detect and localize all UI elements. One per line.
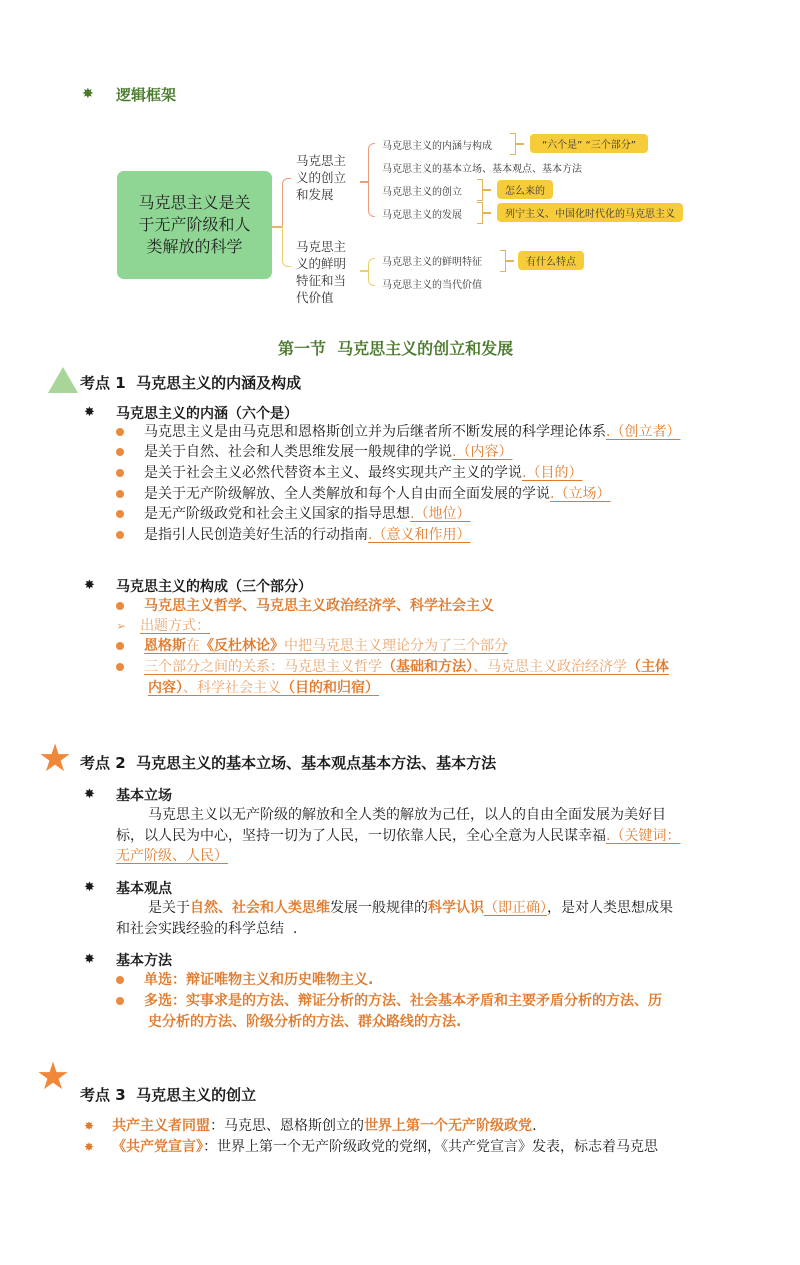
kaodian-3-title: 考点 3 马克思主义的创立 — [80, 1086, 257, 1104]
mindmap-leaf: 马克思主义的创立 — [382, 187, 462, 198]
bracket — [368, 143, 375, 217]
goucheng-heading: 马克思主义的构成（三个部分） — [116, 579, 312, 595]
star-bullet-icon: ✸ — [84, 787, 95, 802]
framework-heading: 逻辑框架 — [116, 86, 177, 104]
triangle-icon — [48, 367, 78, 393]
list-item: ✸ 《共产党宣言》：世界上第一个无产阶级政党的党纲，《共产党宣言》发表，标志着马克思 — [84, 1139, 659, 1155]
connector — [360, 270, 368, 272]
list-item: 单选：辩证唯物主义和历史唯物主义. — [116, 970, 373, 990]
dot-bullet-icon — [116, 490, 124, 498]
dot-bullet-icon — [116, 642, 124, 650]
mindmap-leaf: 马克思主义的鲜明特征 — [382, 257, 482, 268]
kaodian-1-title: 考点 1 马克思主义的内涵及构成 — [80, 374, 302, 392]
section-title: 第一节 马克思主义的创立和发展 — [278, 339, 514, 358]
lichang-heading: 基本立场 — [116, 788, 172, 804]
list-item-continued: 内容）、科学社会主义（目的和归宿） — [148, 680, 379, 696]
star-bullet-icon: ✸ — [84, 1140, 95, 1154]
bracket — [282, 178, 291, 227]
mindmap-root: 马克思主义是关于无产阶级和人类解放的科学 — [117, 171, 272, 279]
guandian-heading: 基本观点 — [116, 881, 172, 897]
mindmap-tag: “六个是” “三个部分” — [530, 134, 648, 153]
paragraph-line: 马克思主义以无产阶级的解放和全人类的解放为己任，以人的自由全面发展为美好目 — [148, 807, 666, 823]
bracket — [282, 226, 291, 267]
mindmap-leaf: 马克思主义的基本立场、基本观点、基本方法 — [382, 164, 582, 175]
star-bullet-icon: ✸ — [84, 952, 95, 967]
list-item: 是关于自然、社会和人类思维发展一般规律的学说.（内容） — [116, 442, 512, 462]
arrow-bullet-icon: ➢ — [116, 619, 127, 633]
mindmap-tag: 列宁主义、中国化时代化的马克思主义 — [497, 203, 683, 222]
dot-bullet-icon — [116, 448, 124, 456]
paragraph-line: 无产阶级、人民） — [116, 848, 228, 864]
dot-bullet-icon — [116, 976, 124, 984]
dot-bullet-icon — [116, 469, 124, 477]
list-item-continued: 史分析的方法、阶级分析的方法、群众路线的方法. — [148, 1014, 462, 1030]
fangfa-heading: 基本方法 — [116, 953, 172, 969]
mindmap-leaf: 马克思主义的内涵与构成 — [382, 141, 492, 152]
dot-bullet-icon — [116, 428, 124, 436]
connector — [272, 226, 282, 228]
kaodian-2-title: 考点 2 马克思主义的基本立场、基本观点基本方法、基本方法 — [80, 754, 497, 772]
bracket — [368, 258, 375, 286]
mindmap-tag: 怎么来的 — [497, 180, 553, 199]
mindmap-branch-2: 马克思主义的鲜明特征和当代价值 — [296, 239, 347, 305]
neihan-heading: 马克思主义的内涵（六个是） — [116, 406, 298, 422]
star-bullet-icon: ✸ — [84, 405, 95, 420]
list-item: 恩格斯在《反杜林论》中把马克思主义理论分为了三个部分 — [116, 636, 508, 656]
list-item: 是关于无产阶级解放、全人类解放和每个人自由而全面发展的学说.（立场） — [116, 484, 610, 504]
mindmap-leaf: 马克思主义的当代价值 — [382, 280, 482, 291]
mindmap-tag: 有什么特点 — [518, 251, 584, 270]
connector — [360, 181, 368, 183]
list-item: ➢ 出题方式： — [116, 618, 211, 634]
paragraph-line: 标，以人民为中心，坚持一切为了人民，一切依靠人民，全心全意为人民谋幸福.（关键词： — [116, 828, 681, 844]
list-item: 马克思主义哲学、马克思主义政治经济学、科学社会主义 — [116, 596, 494, 616]
star-bullet-icon: ✸ — [84, 1119, 95, 1133]
dot-bullet-icon — [116, 997, 124, 1005]
dot-bullet-icon — [116, 510, 124, 518]
list-item: 马克思主义是由马克思和恩格斯创立并为后继者所不断发展的科学理论体系.（创立者） — [116, 422, 680, 442]
dot-bullet-icon — [116, 531, 124, 539]
connector — [516, 143, 524, 145]
connector — [483, 212, 491, 214]
mindmap-leaf: 马克思主义的发展 — [382, 210, 462, 221]
list-item: 是关于社会主义必然代替资本主义、最终实现共产主义的学说.（目的） — [116, 463, 582, 483]
star-icon: ★ — [36, 1054, 71, 1098]
connector — [506, 260, 514, 262]
paragraph-line: 和社会实践经验的科学总结 . — [116, 921, 298, 937]
star-icon: ★ — [38, 736, 73, 780]
star-bullet-icon: ✸ — [84, 578, 95, 593]
list-item: ✸ 共产主义者同盟：马克思、恩格斯创立的世界上第一个无产阶级政党. — [84, 1118, 537, 1134]
list-item: 三个部分之间的关系：马克思主义哲学（基础和方法）、马克思主义政治经济学（主体 — [116, 657, 669, 677]
list-item: 是无产阶级政党和社会主义国家的指导思想.（地位） — [116, 504, 470, 524]
connector — [483, 189, 491, 191]
star-bullet-icon: ✸ — [84, 880, 95, 895]
mindmap-branch-1: 马克思主义的创立和发展 — [296, 153, 347, 202]
dot-bullet-icon — [116, 602, 124, 610]
list-item: 多选：实事求是的方法、辩证分析的方法、社会基本矛盾和主要矛盾分析的方法、历 — [116, 991, 662, 1011]
framework-bullet-icon: ✸ — [82, 86, 94, 102]
dot-bullet-icon — [116, 663, 124, 671]
paragraph-line: 是关于自然、社会和人类思维发展一般规律的科学认识（即正确），是对人类思想成果 — [148, 900, 673, 916]
list-item: 是指引人民创造美好生活的行动指南.（意义和作用） — [116, 525, 470, 545]
